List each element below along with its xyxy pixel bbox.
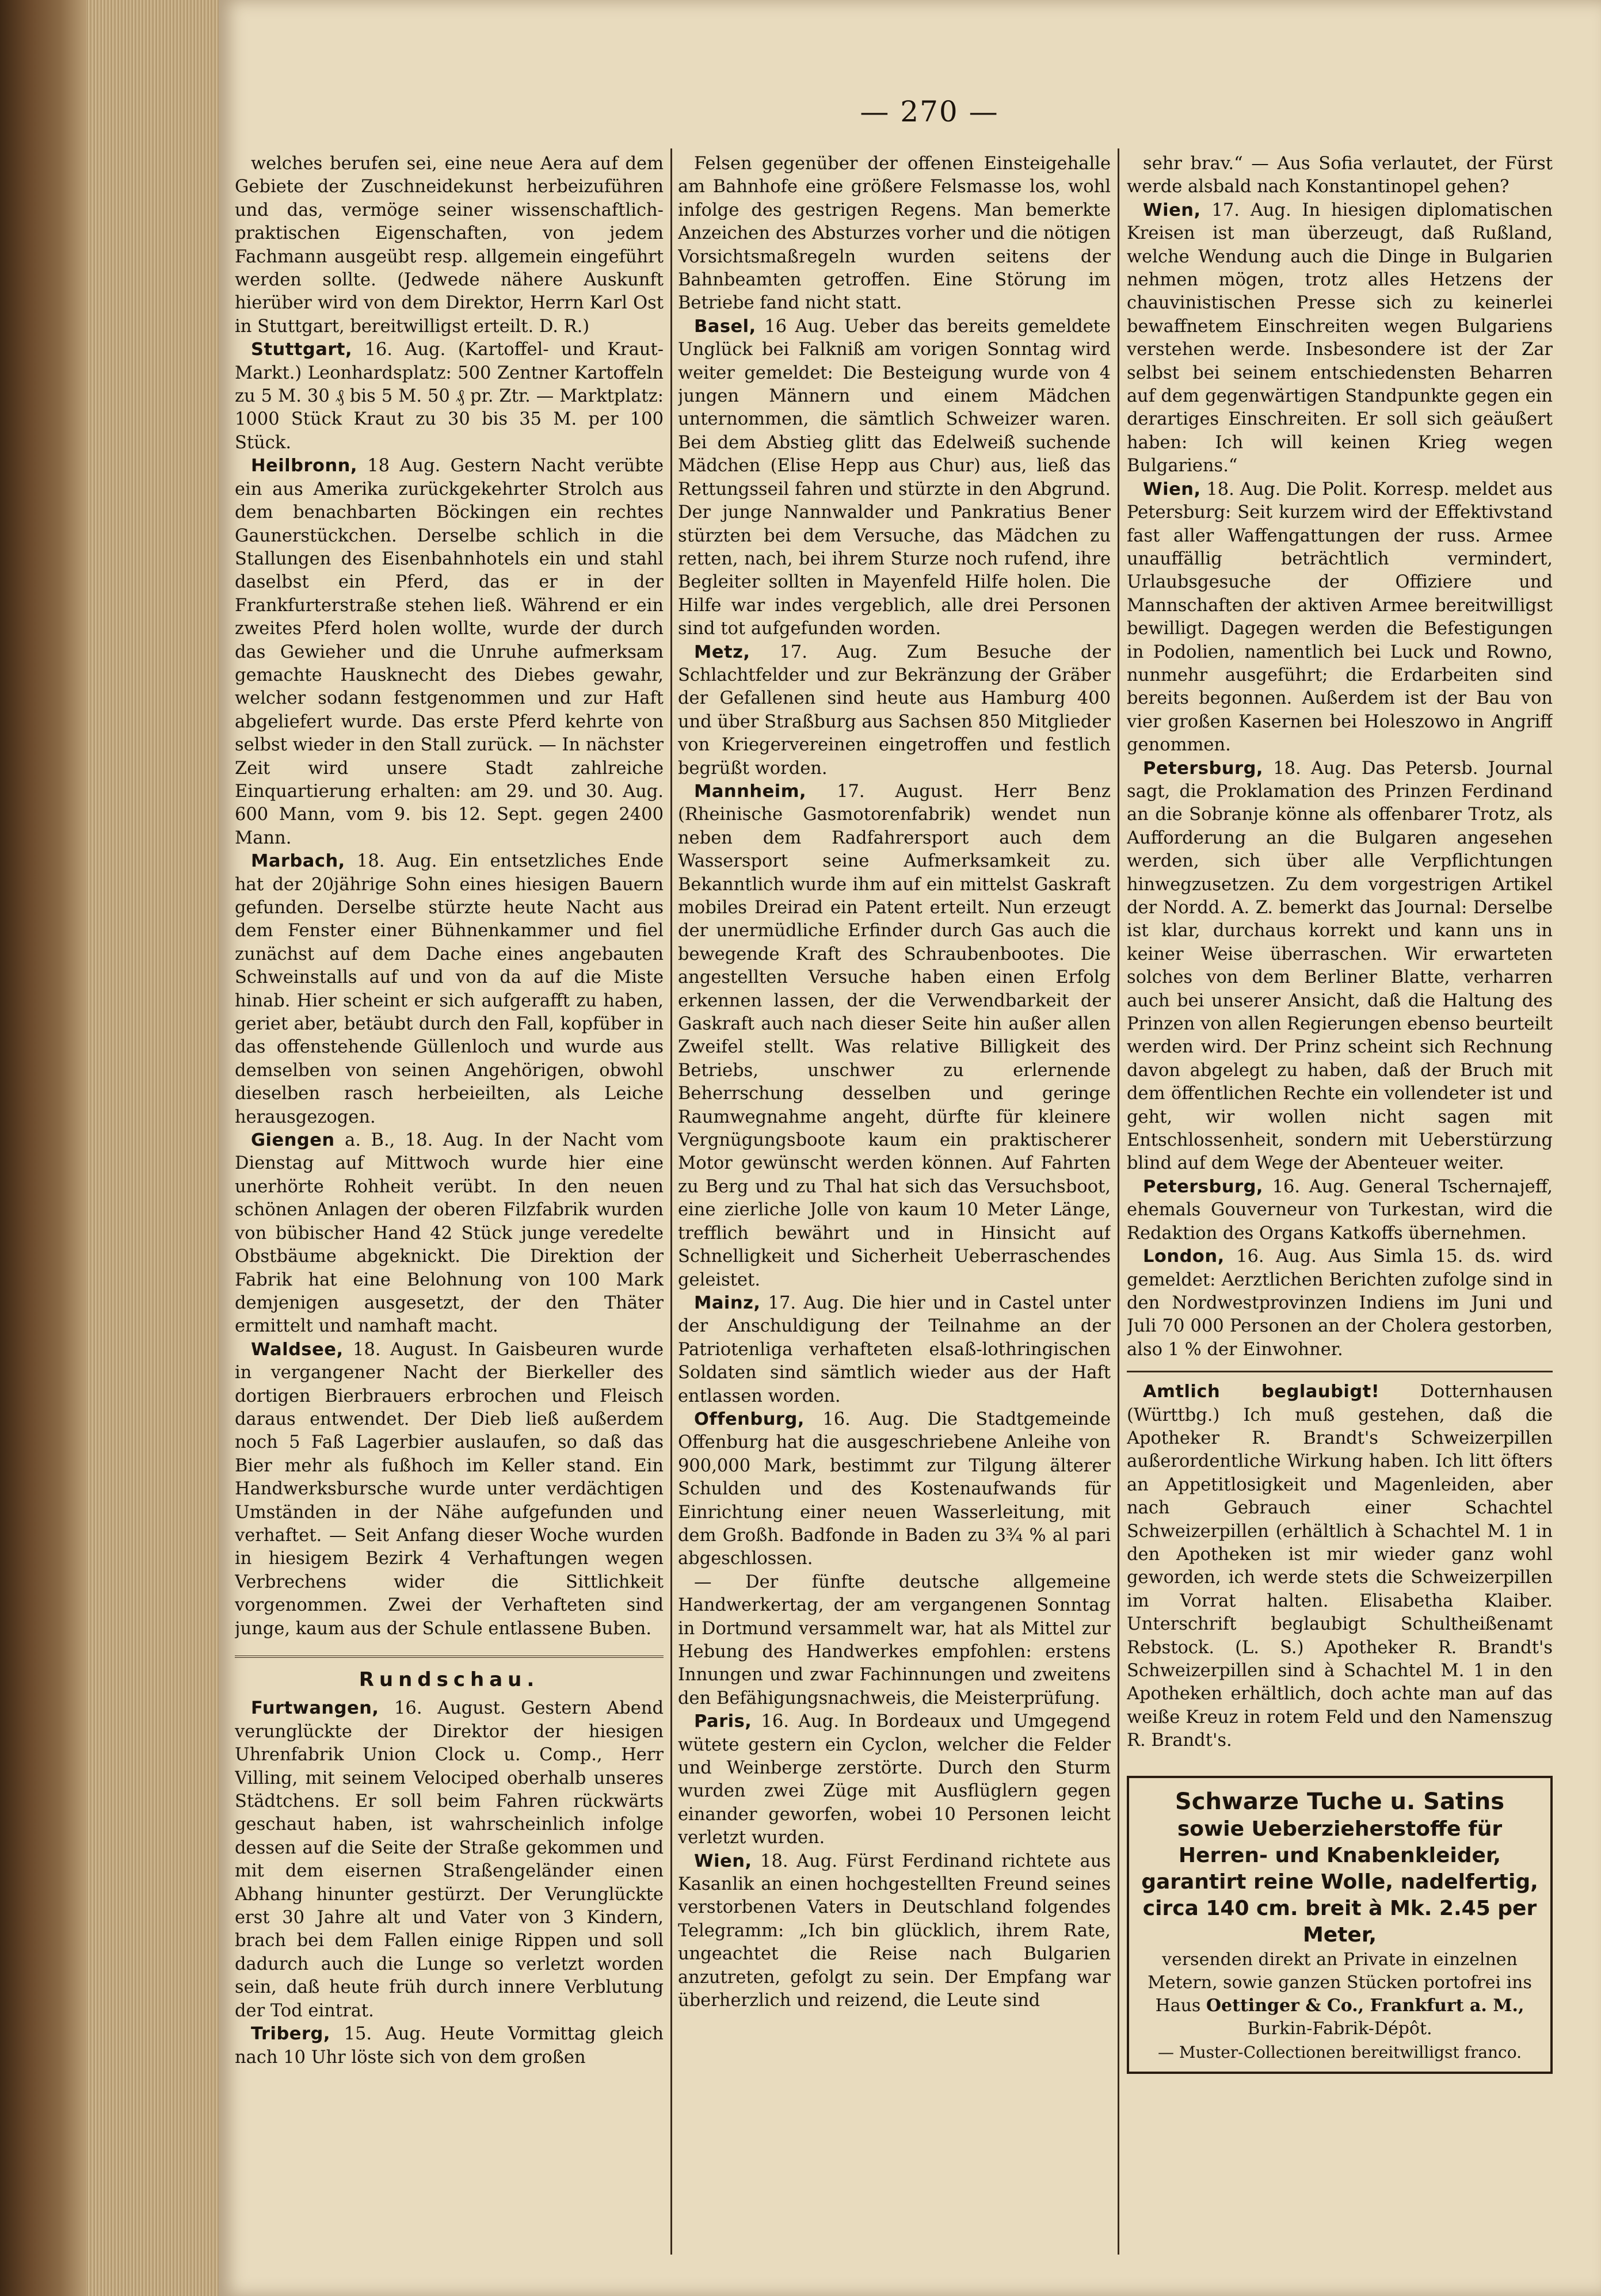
article: [235, 850, 664, 1129]
article-dateline: Giengen: [251, 1130, 335, 1151]
article-text: 17. Aug. Die hier und in Castel unter der Anschuldigung der Teilnahme an der Patriotenliga verhafteten elsaß-lothringischen Soldaten sind sämtlich wieder aus der Haft entlassen worden.: [678, 1292, 1111, 1406]
article-text: 17. Aug. Zum Besuche der Schlachtfelder und zur Bekränzung der Gräber der Gefallenen sind heute aus Hamburg 400 und über Straßburg aus Sachsen 850 Mitglieder von Kriegervereinen eingetroffen und festlich begrüßt worden.: [678, 642, 1111, 779]
article: [678, 152, 1111, 315]
advertisement-box: [1127, 1776, 1553, 2074]
article-text: 17. August. Herr Benz (Rheinische Gasmotorenfabrik) wendet nun neben dem Radfahrersport auch dem Wassersport seine Aufmerksamkeit zu. Bekanntlich wurde ihm auf ein mittelst Gaskraft mobiles Dreirad ein Patent erteilt. Nun erzeugt der unermüdliche Erfinder durch Gas auch die bewegende Kraft des Schraubenbootes. Die angestellten Versuche haben einen Erfolg erkennen lassen, der die Verwendbarkeit der Gaskraft auch nach dieser Seite hin außer allen Zweifel stellt. Was relative Billigkeit des Betriebs, unschwer zu erlernende Beherrschung desselben und geringe Raumwegnahme angeht, dürfte für kleinere Vergnügungsboote kaum ein praktischerer Motor gewünscht werden können. Auf Fahrten zu Berg und zu Thal hat sich das Versuchsboot, eine zierliche Jolle von kaum 10 Meter Länge, trefflich bewährt und in Hinsicht auf Schnelligkeit und Sicherheit Ueberraschendes geleistet.: [678, 781, 1111, 1290]
article-text: 18. Aug. Ein entsetzliches Ende hat der 20jährige Sohn eines hiesigen Bauern gefunden. Derselbe stürzte heute Nacht aus dem Fenster einer Bühnenkammer und fiel zunächst auf dem Dache eines angebauten Schweinstalls auf und von da auf die Miste hinab. Hier scheint er sich aufgerafft zu haben, geriet aber, betäubt durch den Fall, kopfüber in das offenstehende Güllenloch und wurde aus demselben von seinen Angehörigen, obwohl dieselben rasch herbeieilten, als Leiche herausgezogen.: [235, 851, 664, 1127]
article-dateline: Mannheim,: [694, 781, 807, 802]
article: [678, 1571, 1111, 1710]
article-dateline: Wien,: [1143, 200, 1201, 220]
advert-notice-text: Dotternhausen (Württbg.) Ich muß gestehen, daß die Apotheker R. Brandt's Schweizerpillen außerordentliche Wirkung haben. Ich litt öfters an Appetitlosigkeit und Magenleiden, aber nach Gebrauch einer Schachtel Schweizerpillen (erhältlich à Schachtel M. 1 in den Apotheken ist mir wieder ganz wohl geworden, ich werde stets die Schweizerpillen im Vorrat halten. Elisabetha Klaiber. Unterschrift beglaubigt Schultheißenamt Rebstock. (L. S.) Apotheker R. Brandt's Schweizerpillen sind à Schachtel M. 1 in den Apotheken erhältlich, doch achte man auf das weiße Kreuz in rotem Feld und den Namenszug R. Brandt's.: [1127, 1382, 1553, 1751]
article: [678, 315, 1111, 641]
article: [1127, 757, 1553, 1176]
ad-headline: Schwarze Tuche u. Satins: [1175, 1788, 1505, 1815]
article: [235, 1697, 664, 2023]
article-text: 16. Aug. In Bordeaux und Umgegend wütete gestern ein Cyclon, welcher die Felder und Weinberge zerstörte. Durch den Sturm wurden zwei Züge mit Ausflüglern gegen einander geworfen, wobei 10 Personen leicht verletzt wurden.: [678, 1711, 1111, 1848]
article-dateline: Stuttgart,: [251, 340, 353, 360]
ad-body: [1138, 1948, 1541, 2041]
column-divider-1: [670, 148, 672, 2255]
article-text: sehr brav.“ — Aus Sofia verlautet, der Fürst werde alsbald nach Konstantinopel gehen?: [1127, 154, 1553, 197]
article-dateline: Waldsee,: [251, 1339, 344, 1360]
article-dateline: Petersburg,: [1143, 1176, 1264, 1197]
article-dateline: Mainz,: [694, 1292, 761, 1313]
article-dateline: Heilbronn,: [251, 456, 357, 476]
article: [1127, 478, 1553, 757]
article-text: 18. Aug. Das Petersb. Journal sagt, die Proklamation des Prinzen Ferdinand an die Sobranje könne als offenbarer Trotz, als Aufforderung an die Bulgaren angesehen werden, sich über alle Verpflichtungen hinwegzusetzen. Zu dem vorgestrigen Artikel der Nordd. A. Z. bemerkt das Journal: Derselbe ist klar, durchaus korrekt und kann uns in keiner Weise überraschen. Wir erwarteten solches von dem Berliner Blatte, verharren auch bei unserer Ansicht, daß die Haltung des Prinzen von allen Regierungen ebenso beurteilt werden wird. Der Prinz scheint sich Rechnung davon abgelegt zu haben, daß der Bruch mit dem öffentlichen Rechte ein vollendeter ist und geht, wir wollen nicht sagen mit Entschlossenheit, sondern mit Ueberstürzung blind auf dem Wege der Abenteuer weiter.: [1127, 758, 1553, 1174]
article-dateline: Marbach,: [251, 851, 345, 872]
article-text: 15. Aug. Heute Vormittag gleich nach 10 Uhr löste sich von dem großen: [235, 2024, 664, 2068]
article-dateline: Paris,: [694, 1711, 752, 1732]
article-dateline: Furtwangen,: [251, 1698, 379, 1719]
article-text: 17. Aug. In hiesigen diplomatischen Kreisen ist man überzeugt, daß Rußland, welche Wendung auch die Dinge in Bulgarien nehmen mögen, trotz alles Hetzens der chauvinistischen Presse sich zu keinerlei bewaffnetem Einschreiten wegen Bulgariens verstehen werde. Insbesondere ist der Zar selbst bei seinem entschiedensten Beharren auf dem gegenwärtigen Standpunkte gegen ein derartiges Einschreiten. Er soll sich geäußert haben: Ich will keinen Krieg wegen Bulgariens.“: [1127, 200, 1553, 476]
article-text: 16. Aug. Die Stadtgemeinde Offenburg hat die ausgeschriebene Anleihe von 900,000 Mark, bestimmt zur Tilgung älterer Schulden und des Kostenaufwands für Einrichtung einer neuen Wasserleitung, mit dem Großh. Badfonde in Baden zu 3¾ % al pari abgeschlossen.: [678, 1409, 1111, 1569]
article: [678, 780, 1111, 1292]
section-title-rundschau: Rundschau.: [235, 1656, 664, 1691]
column-divider-2: [1118, 148, 1119, 2255]
article-text: welches berufen sei, eine neue Aera auf dem Gebiete der Zuschneidekunst herbeizuführen und das, vermöge seiner wissenschaftlich-praktischen Eigenschaften, von jedem Fachmann ausgeübt resp. allgemein eingeführt werden sollte. (Jedwede nähere Auskunft hierüber wird von dem Direktor, Herrn Karl Ost in Stuttgart, bereitwilligst erteilt. D. R.): [235, 154, 664, 337]
article-text: 16 Aug. Ueber das bereits gemeldete Unglück bei Falkniß am vorigen Sonntag wird weiter gemeldet: Die Besteigung wurde von 4 jungen Männern und einem Mädchen unternommen, die sämtlich Schweizer waren. Bei dem Abstieg glitt das Edelweiß suchende Mädchen (Elise Hepp aus Chur) aus, ließ das Rettungsseil fahren und stürzte in den Abgrund. Der junge Nannwalder und Pankratius Bener stürzten bei dem Versuche, das Mädchen zu retten, nach, bei ihrem Sturze noch rufend, ihre Begleiter sollten in Mayenfeld Hilfe holen. Die Hilfe war indes vergeblich, alle drei Personen sind tot aufgefunden worden.: [678, 316, 1111, 639]
article-dateline: Triberg,: [251, 2024, 330, 2045]
article: [678, 1292, 1111, 1408]
column-2: [678, 152, 1111, 2236]
ad-body-text: versenden direkt an Private in einzelnen Metern, sowie ganzen Stücken portofrei ins Haus: [1148, 1949, 1532, 2016]
article-text: 18. August. In Gaisbeuren wurde in vergangener Nacht der Bierkeller des dortigen Bierbrauers erbrochen und Fleisch daraus entwendet. Der Dieb ließ außerdem noch 5 Faß Lagerbier auslaufen, so daß das Bier mehr als fußhoch im Keller stand. Ein Handwerksbursche wurde unter verdächtigen Umständen in der Nähe aufgefunden und verhaftet. — Seit Anfang dieser Woche wurden in hiesigem Bezirk 4 Verhaftungen wegen Verbrechens wider die Sittlichkeit vorgenommen. Zwei der Verhafteten sind junge, kaum aus der Schule entlassene Buben.: [235, 1339, 664, 1639]
page-number: — 270 —: [860, 95, 999, 128]
book-spine: [0, 0, 86, 2296]
article-text: 16. Aug. (Kartoffel- und Kraut-Markt.) Leonhardsplatz: 500 Zentner Kartoffeln zu 5 M. 30 ₰ bis 5 M. 50 ₰ pr. Ztr. — Marktplatz: 1000 Stück Kraut zu 30 bis 35 M. per 100 Stück.: [235, 340, 664, 453]
page-edges: [86, 0, 219, 2296]
separator-line: [1127, 1371, 1553, 1372]
article-dateline: London,: [1143, 1246, 1225, 1267]
article-dateline: Wien,: [694, 1851, 752, 1871]
advert-notice-headline: Amtlich beglaubigt!: [1143, 1382, 1380, 1402]
article: [678, 641, 1111, 780]
article: [678, 1710, 1111, 1849]
advert-notice: [1127, 1380, 1553, 1753]
article: [1127, 1245, 1553, 1361]
article-text: 16. August. Gestern Abend verunglückte der Direktor der hiesigen Uhrenfabrik Union Clock u. Comp., Herr Villing, mit seinem Velociped oberhalb unseres Städtchens. Er soll beim Fahren rückwärts geschaut haben, ist wahrscheinlich infolge dessen auf die Seite der Straße gekommen und mit dem eisernen Straßengeländer einen Abhang hinunter gestürzt. Der Verunglückte erst 30 Jahre alt und Vater von 3 Kindern, brach bei dem Fallen einige Rippen und soll dadurch auch die Lunge so verletzt worden sein, daß heute früh durch innere Verblutung der Tod eintrat.: [235, 1698, 664, 2021]
article-dateline: Petersburg,: [1143, 758, 1264, 779]
article-dateline: Wien,: [1143, 479, 1201, 499]
article: [235, 455, 664, 850]
article: [1127, 199, 1553, 478]
article-text: 18 Aug. Gestern Nacht verübte ein aus Amerika zurückgekehrter Strolch aus dem benachbarten Böckingen ein rechtes Gaunerstückchen. Derselbe schlich in die Stallungen des Eisenbahnhotels ein und stahl daselbst ein Pferd, das er in der Frankfurterstraße stehen ließ. Während er ein zweites Pferd holen wollte, wurde der durch das Gewieher und die Unruhe aufmerksam gemachte Hausknecht des Diebes gewahr, welcher sodann festgenommen und zur Haft abgeliefert wurde. Das erste Pferd kehrte von selbst wieder in den Stall zurück. — In nächster Zeit wird unsere Stadt zahlreiche Einquartierung erhalten: am 29. und 30. Aug. 600 Mann, vom 9. bis 12. Sept. gegen 2400 Mann.: [235, 456, 664, 848]
article-text: 16. Aug. Aus Simla 15. ds. wird gemeldet: Aerztlichen Berichten zufolge sind in den Nordwestprovinzen Indiens im Juni und Juli 70 000 Personen an der Cholera gestorben, also 1 % der Einwohner.: [1127, 1246, 1553, 1360]
ad-footer: — Muster-Collectionen bereitwilligst franco.: [1158, 2042, 1522, 2062]
article: [678, 1408, 1111, 1571]
article-dateline: Offenburg,: [694, 1409, 805, 1429]
article-text: Felsen gegenüber der offenen Einsteigehalle am Bahnhofe eine größere Felsmasse los, wohl infolge des gestrigen Regens. Man bemerkte Anzeichen des Absturzes vorher und die nötigen Vorsichtsmaßregeln wurden seitens der Bahnbeamten getroffen. Eine Störung im Betriebe fand nicht statt.: [678, 154, 1111, 314]
article: [235, 338, 664, 455]
newspaper-page: [219, 0, 1601, 2296]
article-dateline: Basel,: [694, 316, 756, 337]
ad-company: Oettinger & Co., Frankfurt a. M.,: [1206, 1995, 1524, 2016]
article-text: a. B., 18. Aug. In der Nacht vom Dienstag auf Mittwoch wurde hier eine unerhörte Rohheit verübt. In den neuen schönen Anlagen der oberen Filzfabrik wurden von bübischer Hand 42 Stück junge veredelte Obstbäume abgeknickt. Die Direktion der Fabrik hat eine Belohnung von 100 Mark demjenigen ausgesetzt, der den Thäter ermittelt und namhaft macht.: [235, 1130, 664, 1337]
article-text: 18. Aug. Fürst Ferdinand richtete aus Kasanlik an einen hochgestellten Freund seines verstorbenen Vaters in Deutschland folgendes Telegramm: „Ich bin glücklich, ihrem Rate, ungeachtet die Reise nach Bulgarien anzutreten, gefolgt zu sein. Der Empfang war überherzlich und reizend, die Leute sind: [678, 1851, 1111, 2011]
article-text: 16. Aug. General Tschernajeff, ehemals Gouverneur von Turkestan, wird die Redaktion des Organs Katkoffs übernehmen.: [1127, 1176, 1553, 1244]
article: [678, 1850, 1111, 2013]
article: [1127, 152, 1553, 199]
article: [1127, 1176, 1553, 1245]
article-text: 18. Aug. Die Polit. Korresp. meldet aus Petersburg: Seit kurzem wird der Effektivstand fast aller Waffengattungen der russ. Armee unauffällig beträchtlich vermindert, Urlaubsgesuche der Offiziere und Mannschaften der aktiven Armee bereitwilligst bewilligt. Dagegen werden die Befestigungen in Podolien, namentlich bei Luck und Rowno, nunmehr ausgeführt; die Erdarbeiten sind bereits begonnen. Außerdem ist der Bau von vier großen Kasernen bei Holeszowo in Angriff genommen.: [1127, 479, 1553, 756]
article: [235, 152, 664, 338]
article: [235, 1129, 664, 1338]
article-dateline: Metz,: [694, 642, 750, 662]
ad-subline: sowie Ueberzieherstoffe für Herren- und Knabenkleider, garantirt reine Wolle, nadelfertig, circa 140 cm. breit à Mk. 2.45 per Meter,: [1141, 1817, 1538, 1947]
column-1: [235, 152, 664, 2236]
article-text: — Der fünfte deutsche allgemeine Handwerkertag, der am vergangenen Sonntag in Dortmund versammelt war, hat als Mittel zur Hebung des Handwerkes empfohlen: erstens Innungen und zwar Fachinnungen und zweitens den Befähigungsnachweis, die Meisterprüfung.: [678, 1572, 1111, 1708]
column-3: [1127, 152, 1553, 2236]
article: [235, 2023, 664, 2069]
ad-company-suffix: Burkin-Fabrik-Dépôt.: [1247, 2018, 1432, 2039]
article: [235, 1338, 664, 1641]
